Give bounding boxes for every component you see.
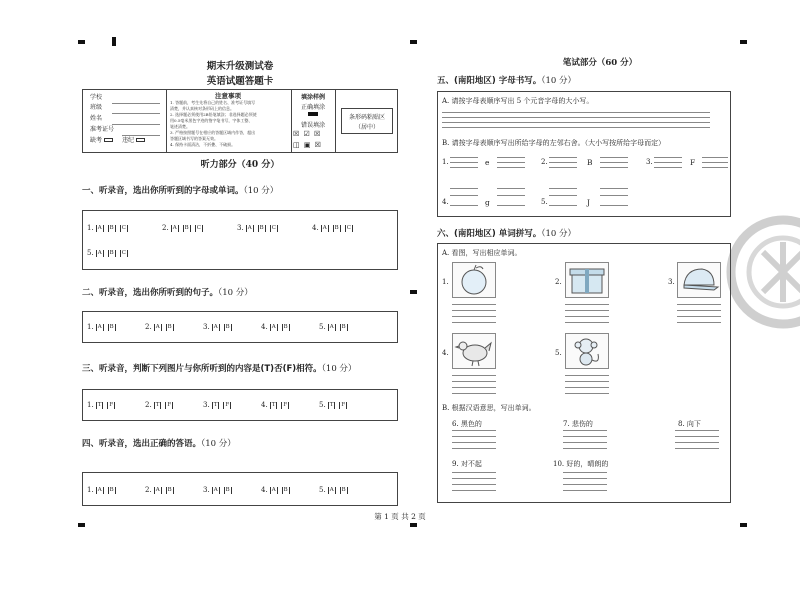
exam-no-label: 准考证号 (90, 126, 115, 133)
writing-line[interactable] (600, 205, 628, 206)
writing-line[interactable] (549, 195, 577, 196)
q4-item-5[interactable]: 5. A B (319, 486, 346, 494)
writing-line[interactable] (677, 322, 721, 323)
q2-row (87, 323, 377, 331)
writing-line[interactable] (563, 442, 607, 443)
listening-title: 听力部分（40 分） (200, 160, 280, 170)
q6-title: 六、(南阳地区) 单词拼写。（10 分） (437, 229, 577, 239)
writing-line[interactable] (563, 436, 607, 437)
q2-item-4[interactable]: 4. A B (261, 323, 288, 331)
writing-line[interactable] (450, 157, 478, 158)
q3-item-1[interactable]: 1. T F (87, 401, 114, 409)
chicken-picture (452, 333, 496, 369)
writing-line[interactable] (497, 188, 525, 189)
writing-line[interactable] (452, 448, 496, 449)
writing-line[interactable] (563, 472, 607, 473)
notice-text: 1. 答题前，考生先将自己的姓名、准考证号填写 清楚，并认真核对条形码上的信息。 2. 选择题必须使用2B铅笔填涂；非选择题必须使 用0.5毫米黑色字迹的签字笔书写，字体工整、 笔迹清楚。 3. 严格按照题号在相应的答题区域内作答，超出 答题区域书写的答案无效。 4. 保持卡面清洁，不折叠、不破损。 (170, 100, 257, 147)
cap-picture (677, 262, 721, 298)
chicken-icon (453, 334, 495, 368)
registration-mark (78, 40, 85, 44)
q3-row (87, 401, 377, 409)
writing-line[interactable] (452, 436, 496, 437)
name-line[interactable] (112, 124, 160, 125)
q5b-letter-2: B (587, 158, 593, 167)
pic-num-3: 3. (668, 278, 675, 286)
q3-title: 三、听录音，判断下列图片与你所听到的内容是(T)否(F)相符。（10 分） (82, 364, 357, 374)
q2-item-5[interactable]: 5. A B (319, 323, 346, 331)
writing-line[interactable] (600, 195, 628, 196)
writing-line[interactable] (497, 157, 525, 158)
writing-line[interactable] (563, 430, 607, 431)
apple-picture (452, 262, 496, 298)
writing-line[interactable] (497, 162, 525, 163)
writing-line[interactable] (452, 442, 496, 443)
q1-title: 一、听录音，选出你所听到的字母或单词。（10 分） (82, 186, 279, 196)
violation-label: 违纪 (122, 137, 145, 145)
registration-mark (410, 523, 417, 527)
q5b-letter-3: F (690, 158, 696, 167)
writing-line[interactable] (675, 430, 719, 431)
fill-wrong-samples: ◫ ▣ ☒ (293, 141, 322, 149)
q1-answer-box (82, 210, 398, 270)
writing-line[interactable] (565, 381, 609, 382)
writing-line[interactable] (442, 112, 710, 113)
q5a-instruction: A. 请按字母表顺序写出 5 个元音字母的大小写。 (442, 97, 594, 105)
q6b-word-9: 9. 对不起 (452, 460, 482, 468)
q5b-instruction: B. 请按字母表顺序写出所给字母的左邻右舍。（大小写按所给字母而定） (442, 139, 666, 147)
fill-correct-label: 正确填涂 (300, 104, 325, 111)
school-line[interactable] (112, 103, 160, 104)
writing-line[interactable] (565, 375, 609, 376)
registration-mark (410, 40, 417, 44)
q6a-instruction: A. 看图，写出相应单词。 (442, 249, 522, 257)
writing-line[interactable] (450, 162, 478, 163)
name-label: 姓名 (90, 115, 103, 122)
writing-line[interactable] (565, 304, 609, 305)
writing-line[interactable] (565, 322, 609, 323)
school-label: 学校 (90, 94, 103, 101)
writing-line[interactable] (442, 122, 710, 123)
q2-item-1[interactable]: 1. A B (87, 323, 114, 331)
writing-line[interactable] (565, 316, 609, 317)
q1-item-4[interactable]: 4. A B C (312, 224, 351, 232)
writing-line[interactable] (549, 167, 577, 168)
monkey-icon (566, 334, 608, 368)
q3-item-5[interactable]: 5. T F (319, 401, 346, 409)
q6b-word-7: 7. 悲伤的 (563, 420, 593, 428)
writing-title: 笔试部分（60 分） (562, 58, 638, 68)
q3-item-2[interactable]: 2. T F (145, 401, 172, 409)
writing-line[interactable] (452, 375, 496, 376)
writing-line[interactable] (600, 188, 628, 189)
writing-line[interactable] (452, 304, 496, 305)
writing-line[interactable] (497, 195, 525, 196)
q3-item-3[interactable]: 3. T F (203, 401, 230, 409)
writing-line[interactable] (497, 205, 525, 206)
writing-line[interactable] (563, 490, 607, 491)
registration-mark (410, 290, 417, 294)
exam-title: 期末升级测试卷 (206, 61, 274, 72)
q2-title: 二、听录音，选出你所听到的句子。（10 分） (82, 288, 253, 298)
q6b-instruction: B. 根据汉语意思，写出单词。 (442, 404, 536, 412)
divider (335, 89, 336, 153)
q5b-letter-4: g (485, 198, 490, 207)
gift-box-icon (566, 263, 608, 297)
writing-line[interactable] (565, 387, 609, 388)
writing-line[interactable] (442, 127, 710, 128)
writing-line[interactable] (702, 162, 728, 163)
writing-line[interactable] (565, 310, 609, 311)
q4-title: 四、听录音，选出正确的答语。（10 分） (82, 439, 236, 449)
class-label: 班级 (90, 104, 103, 111)
q5b-letter-1: e (485, 158, 490, 167)
registration-mark (740, 523, 747, 527)
barcode-label: 条形码粘贴区 (348, 114, 385, 121)
pic-num-1: 1. (442, 278, 449, 286)
q6b-word-8: 8. 向下 (678, 420, 701, 428)
writing-line[interactable] (452, 381, 496, 382)
q6b-word-10: 10. 好的，晴朗的 (553, 460, 609, 468)
writing-line[interactable] (563, 448, 607, 449)
q4-item-2[interactable]: 2. A B (145, 486, 172, 494)
writing-line[interactable] (675, 448, 719, 449)
writing-line[interactable] (600, 157, 628, 158)
fill-wrong-label: 错误填涂 (300, 122, 325, 129)
fill-correct-sample (308, 112, 318, 116)
q3-item-4[interactable]: 4. T F (261, 401, 288, 409)
writing-line[interactable] (563, 478, 607, 479)
writing-line[interactable] (549, 162, 577, 163)
notice-title: 注意事项 (215, 92, 241, 100)
q1-row-2 (87, 249, 162, 257)
exam-no-line[interactable] (122, 135, 160, 136)
writing-line[interactable] (702, 167, 728, 168)
q1-item-3[interactable]: 3. A B C (237, 224, 276, 232)
writing-line[interactable] (452, 490, 496, 491)
writing-line[interactable] (565, 393, 609, 394)
q1-item-1[interactable]: 1. A B C (87, 224, 126, 232)
q4-item-4[interactable]: 4. A B (261, 486, 288, 494)
writing-line[interactable] (677, 316, 721, 317)
writing-line[interactable] (549, 157, 577, 158)
writing-line[interactable] (452, 393, 496, 394)
page-footer: 第 1 页 共 2 页 (374, 512, 426, 521)
writing-line[interactable] (654, 162, 682, 163)
q2-item-2[interactable]: 2. A B (145, 323, 172, 331)
q4-item-1[interactable]: 1. A B (87, 486, 114, 494)
exam-subtitle: 英语试题答题卡 (206, 76, 274, 87)
q1-row-1 (87, 224, 387, 232)
class-line[interactable] (112, 113, 160, 114)
registration-mark (740, 40, 747, 44)
pic-num-2: 2. (555, 278, 562, 286)
q5b-letter-5: J (587, 198, 591, 207)
writing-line[interactable] (450, 195, 478, 196)
writing-line[interactable] (600, 162, 628, 163)
q1-item-5[interactable]: 5. A B C (87, 249, 126, 257)
pic-num-4: 4. (442, 349, 449, 357)
q5b-item-4: 4. (442, 198, 449, 206)
writing-line[interactable] (450, 167, 478, 168)
writing-line[interactable] (497, 167, 525, 168)
q1-item-2[interactable]: 2. A B C (162, 224, 201, 232)
absent-label: 缺考 (90, 137, 113, 145)
writing-line[interactable] (450, 205, 478, 206)
writing-line[interactable] (452, 322, 496, 323)
writing-line[interactable] (600, 167, 628, 168)
writing-line[interactable] (549, 188, 577, 189)
pic-num-5: 5. (555, 349, 562, 357)
fill-wrong-samples: ☒ ☑ ☒ (293, 130, 322, 138)
writing-line[interactable] (675, 436, 719, 437)
writing-line[interactable] (702, 157, 728, 158)
fill-title: 填涂样例 (300, 94, 325, 101)
q5-answer-box (437, 91, 731, 217)
writing-line[interactable] (563, 484, 607, 485)
writing-line[interactable] (450, 188, 478, 189)
writing-line[interactable] (452, 472, 496, 473)
q6b-word-6: 6. 黑色的 (452, 420, 482, 428)
gift-box-picture (565, 262, 609, 298)
writing-line[interactable] (452, 387, 496, 388)
writing-line[interactable] (677, 304, 721, 305)
writing-line[interactable] (452, 478, 496, 479)
q2-item-3[interactable]: 3. A B (203, 323, 230, 331)
barcode-sub: （居中） (354, 124, 379, 131)
q5b-item-5: 5. (541, 198, 548, 206)
registration-mark (78, 523, 85, 527)
q4-row (87, 486, 377, 494)
q5b-item-1: 1. (442, 158, 449, 166)
q5b-item-2: 2. (541, 158, 548, 166)
monkey-picture (565, 333, 609, 369)
writing-line[interactable] (452, 310, 496, 311)
writing-line[interactable] (452, 430, 496, 431)
q5-title: 五、(南阳地区) 字母书写。（10 分） (437, 76, 577, 86)
writing-line[interactable] (654, 167, 682, 168)
writing-line[interactable] (452, 316, 496, 317)
writing-line[interactable] (677, 310, 721, 311)
cap-icon (678, 263, 720, 297)
writing-line[interactable] (452, 484, 496, 485)
writing-line[interactable] (675, 442, 719, 443)
q4-item-3[interactable]: 3. A B (203, 486, 230, 494)
registration-mark (112, 37, 116, 46)
writing-line[interactable] (549, 205, 577, 206)
writing-line[interactable] (654, 157, 682, 158)
writing-line[interactable] (442, 117, 710, 118)
apple-icon (453, 263, 495, 297)
q5b-item-3: 3. (646, 158, 653, 166)
